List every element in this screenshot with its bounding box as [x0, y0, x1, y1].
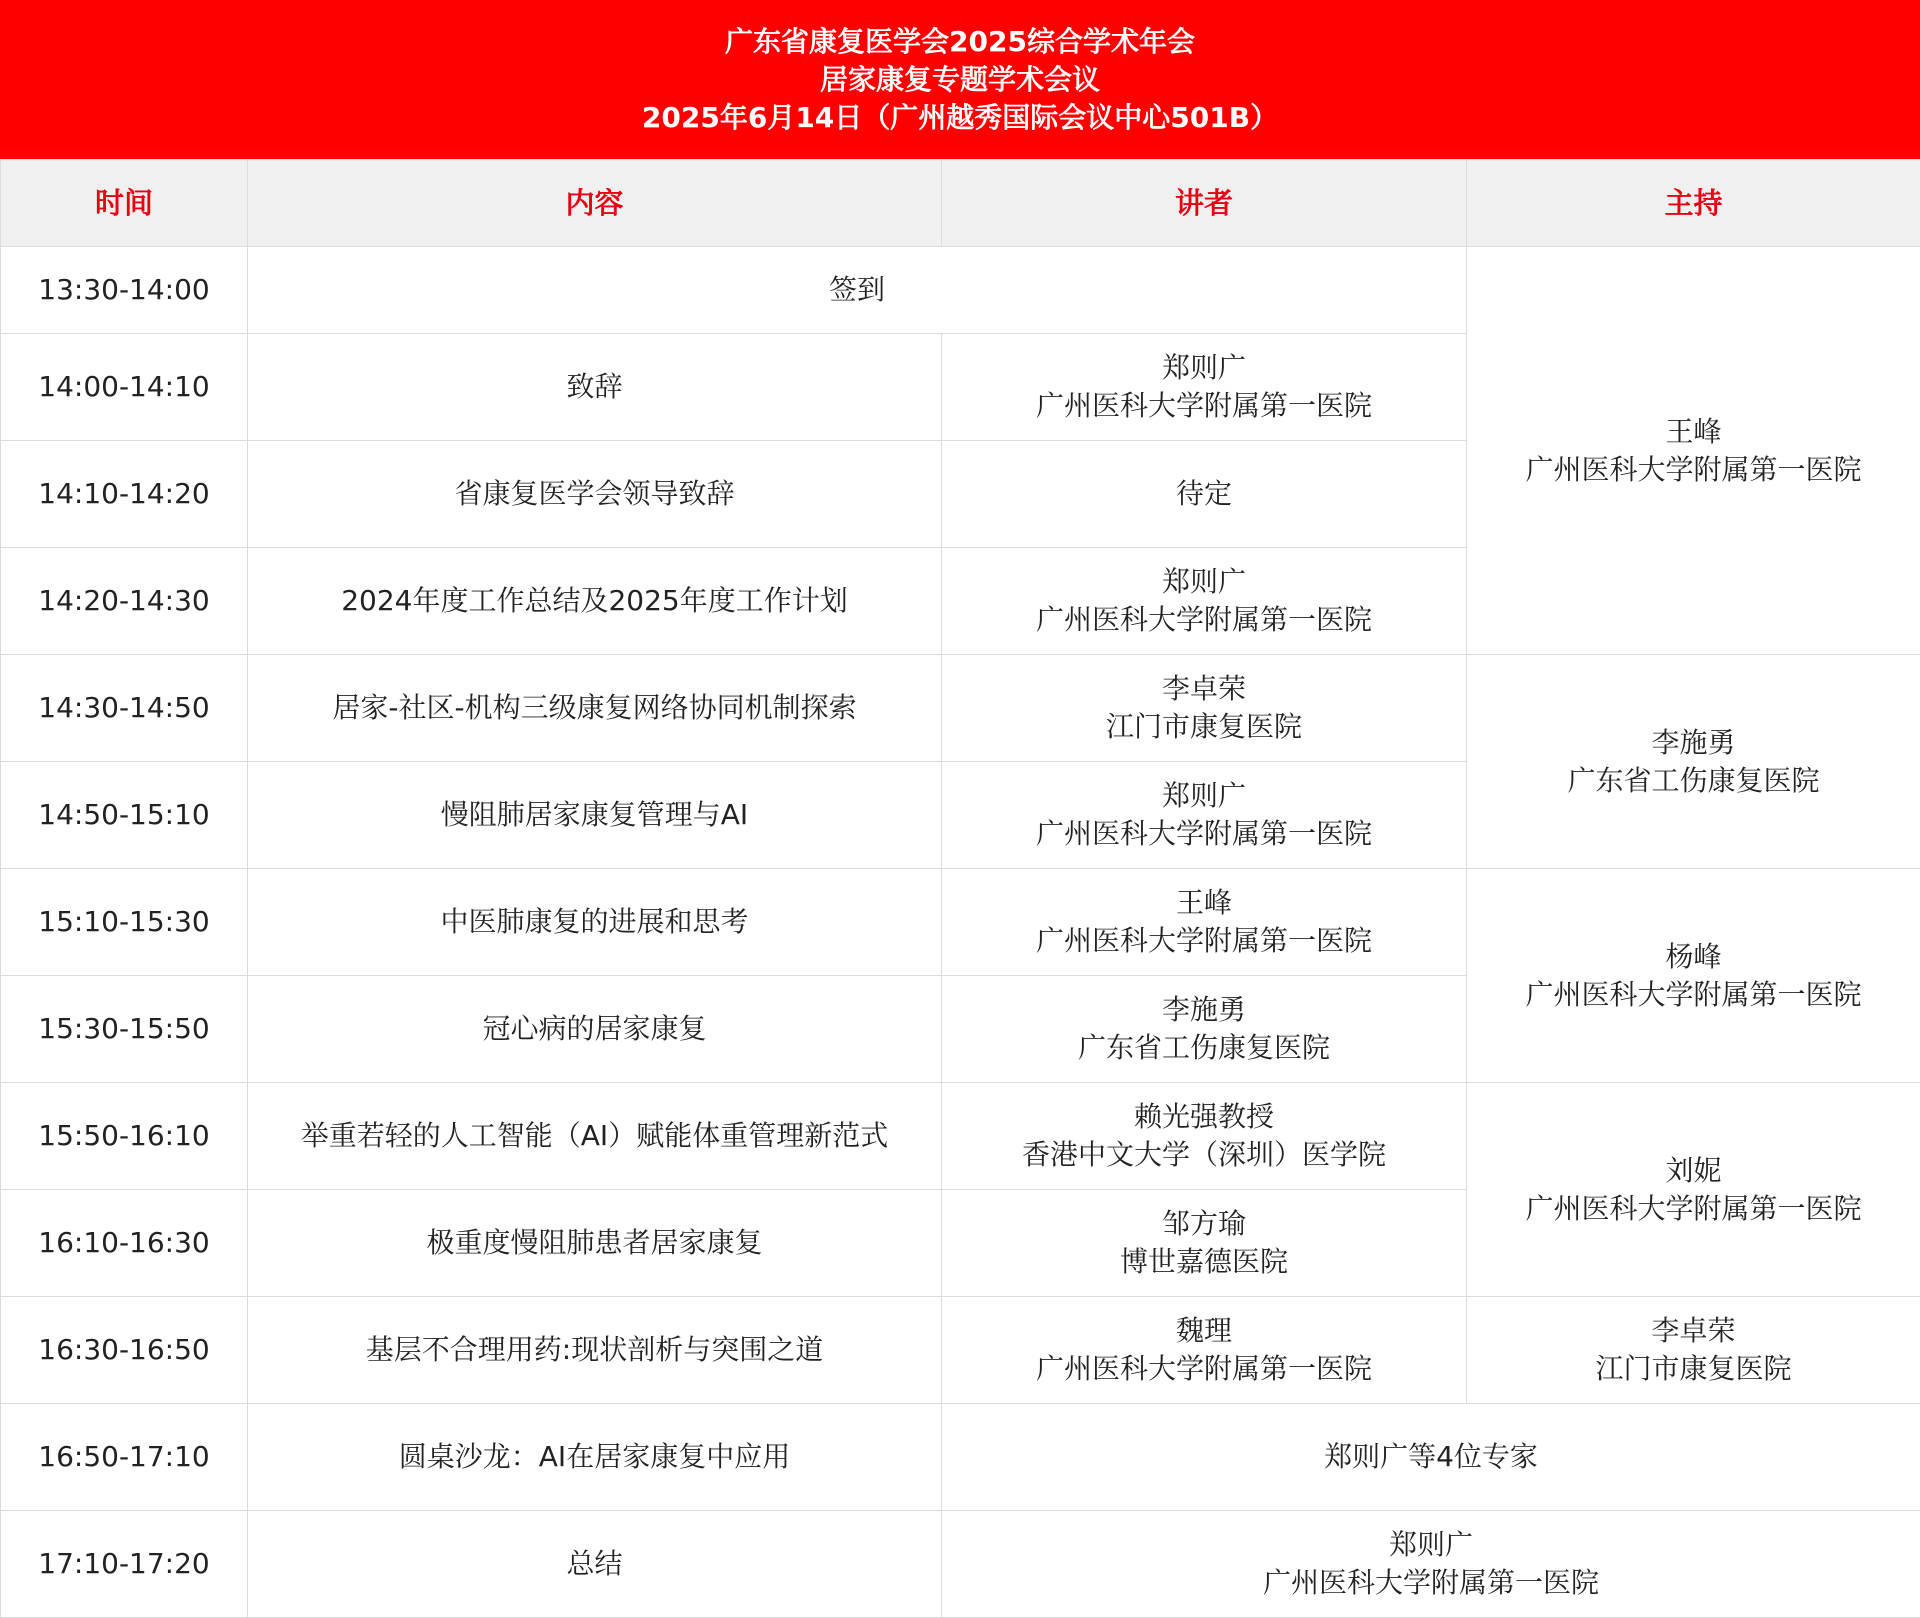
host-name: 刘妮: [1467, 1152, 1920, 1190]
date-venue: 2025年6月14日（广州越秀国际会议中心501B）: [642, 99, 1278, 137]
speaker-name: 魏理: [942, 1312, 1466, 1350]
content-cell: 总结: [248, 1511, 942, 1618]
speaker-name: 郑则广等4位专家: [942, 1438, 1920, 1476]
content-cell: 举重若轻的人工智能（AI）赋能体重管理新范式: [248, 1083, 942, 1190]
speaker-org: 广州医科大学附属第一医院: [942, 815, 1466, 853]
speaker-name: 郑则广: [942, 1526, 1920, 1564]
time-cell: 17:10-17:20: [1, 1511, 248, 1618]
content-cell: 签到: [248, 247, 1467, 334]
content-cell: 极重度慢阻肺患者居家康复: [248, 1190, 942, 1297]
time-cell: 15:30-15:50: [1, 976, 248, 1083]
speaker-name: 赖光强教授: [942, 1098, 1466, 1136]
speaker-name: 王峰: [942, 884, 1466, 922]
speaker-cell: [942, 1404, 1920, 1511]
content-cell: 冠心病的居家康复: [248, 976, 942, 1083]
time-cell: 14:20-14:30: [1, 548, 248, 655]
content-cell: 中医肺康复的进展和思考: [248, 869, 942, 976]
speaker-org: 广州医科大学附属第一医院: [942, 1564, 1920, 1602]
speaker-org: 江门市康复医院: [942, 708, 1466, 746]
host-org: 广东省工伤康复医院: [1467, 762, 1920, 800]
content-cell: 省康复医学会领导致辞: [248, 441, 942, 548]
speaker-org: 广州医科大学附属第一医院: [942, 922, 1466, 960]
header-row: [1, 160, 1920, 247]
time-cell: 15:50-16:10: [1, 1083, 248, 1190]
speaker-cell: [942, 869, 1467, 976]
host-cell: [1467, 1083, 1920, 1297]
table-row: [1, 869, 1920, 976]
host-org: 广州医科大学附属第一医院: [1467, 976, 1920, 1014]
host-org: 江门市康复医院: [1467, 1350, 1920, 1388]
speaker-cell: [942, 334, 1467, 441]
content-cell: 致辞: [248, 334, 942, 441]
speaker-name: 郑则广: [942, 777, 1466, 815]
agenda-table: [0, 159, 1920, 1618]
content-cell: 慢阻肺居家康复管理与AI: [248, 762, 942, 869]
host-name: 杨峰: [1467, 938, 1920, 976]
host-name: 李施勇: [1467, 724, 1920, 762]
speaker-org: 博世嘉德医院: [942, 1243, 1466, 1281]
header-speaker: 讲者: [942, 160, 1467, 247]
speaker-org: 广州医科大学附属第一医院: [942, 601, 1466, 639]
speaker-name: 待定: [942, 475, 1466, 513]
host-org: 广州医科大学附属第一医院: [1467, 1190, 1920, 1228]
table-row: [1, 1297, 1920, 1404]
time-cell: 16:10-16:30: [1, 1190, 248, 1297]
header-host: 主持: [1467, 160, 1920, 247]
host-org: 广州医科大学附属第一医院: [1467, 451, 1920, 489]
table-row: [1, 655, 1920, 762]
header-content: 内容: [248, 160, 942, 247]
content-cell: 圆桌沙龙：AI在居家康复中应用: [248, 1404, 942, 1511]
table-row: [1, 1511, 1920, 1618]
speaker-cell: [942, 976, 1467, 1083]
speaker-name: 邹方瑜: [942, 1205, 1466, 1243]
speaker-cell: [942, 762, 1467, 869]
header-time: 时间: [1, 160, 248, 247]
speaker-cell: [942, 548, 1467, 655]
host-cell: [1467, 1297, 1920, 1404]
host-name: 王峰: [1467, 413, 1920, 451]
speaker-cell: [942, 655, 1467, 762]
host-cell: [1467, 869, 1920, 1083]
table-row: [1, 1083, 1920, 1190]
content-cell: 居家-社区-机构三级康复网络协同机制探索: [248, 655, 942, 762]
table-row: [1, 1404, 1920, 1511]
title-banner: [0, 0, 1920, 159]
speaker-cell: [942, 1511, 1920, 1618]
speaker-name: 郑则广: [942, 349, 1466, 387]
time-cell: 14:30-14:50: [1, 655, 248, 762]
time-cell: 14:50-15:10: [1, 762, 248, 869]
host-cell: [1467, 655, 1920, 869]
content-cell: 基层不合理用药:现状剖析与突围之道: [248, 1297, 942, 1404]
host-cell: [1467, 247, 1920, 655]
speaker-cell: [942, 441, 1467, 548]
speaker-cell: [942, 1190, 1467, 1297]
speaker-name: 李施勇: [942, 991, 1466, 1029]
time-cell: 14:00-14:10: [1, 334, 248, 441]
time-cell: 16:50-17:10: [1, 1404, 248, 1511]
session-title: 居家康复专题学术会议: [820, 61, 1100, 99]
time-cell: 16:30-16:50: [1, 1297, 248, 1404]
time-cell: 15:10-15:30: [1, 869, 248, 976]
time-cell: 13:30-14:00: [1, 247, 248, 334]
speaker-org: 广州医科大学附属第一医院: [942, 387, 1466, 425]
table-row: [1, 247, 1920, 334]
content-cell: 2024年度工作总结及2025年度工作计划: [248, 548, 942, 655]
speaker-cell: [942, 1297, 1467, 1404]
host-name: 李卓荣: [1467, 1312, 1920, 1350]
speaker-cell: [942, 1083, 1467, 1190]
speaker-name: 李卓荣: [942, 670, 1466, 708]
speaker-org: 广东省工伤康复医院: [942, 1029, 1466, 1067]
conference-title: 广东省康复医学会2025综合学术年会: [725, 23, 1195, 61]
speaker-org: 香港中文大学（深圳）医学院: [942, 1136, 1466, 1174]
time-cell: 14:10-14:20: [1, 441, 248, 548]
speaker-org: 广州医科大学附属第一医院: [942, 1350, 1466, 1388]
speaker-name: 郑则广: [942, 563, 1466, 601]
